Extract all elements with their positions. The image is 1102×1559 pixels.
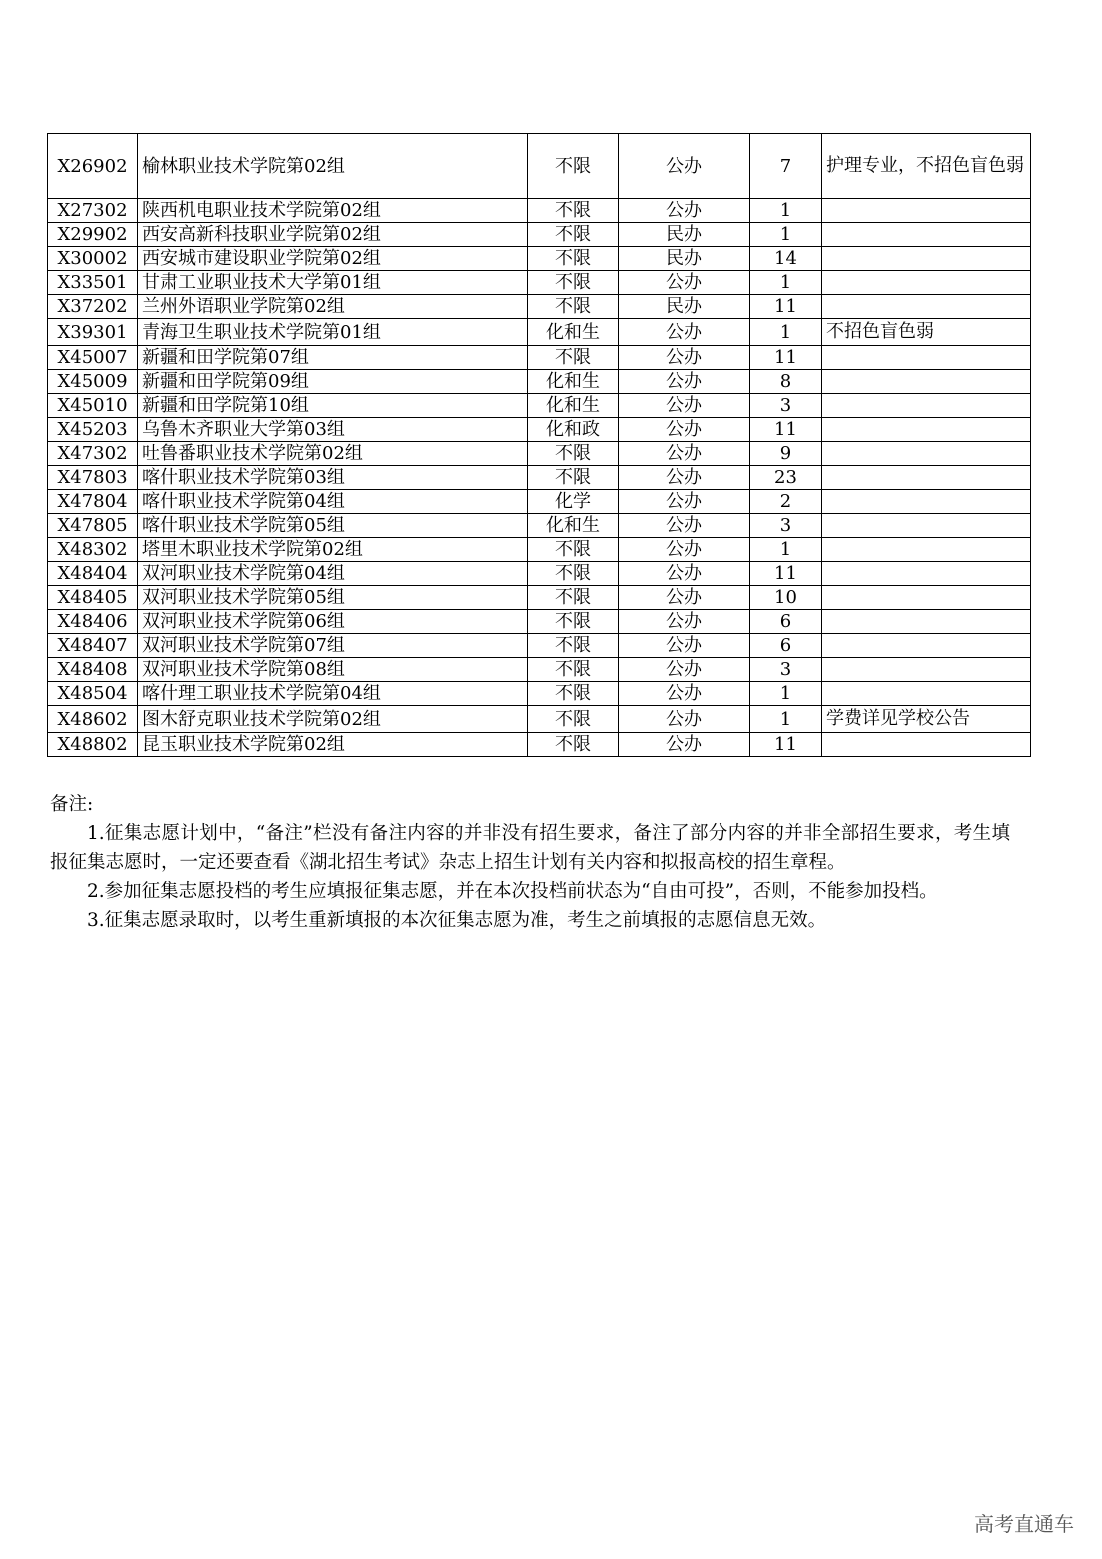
school-type-cell: 公办: [619, 610, 750, 634]
plan-count-cell: 6: [750, 634, 822, 658]
plan-count-cell: 1: [750, 682, 822, 706]
school-code-cell: X30002: [48, 247, 138, 271]
subject-requirement-cell: 不限: [528, 134, 619, 199]
plan-count-cell: 23: [750, 466, 822, 490]
school-code-cell: X47302: [48, 442, 138, 466]
remark-cell: [822, 370, 1031, 394]
school-name-cell: 图木舒克职业技术学院第02组: [138, 706, 528, 733]
school-name-cell: 昆玉职业技术学院第02组: [138, 733, 528, 757]
table-row: [48, 733, 1031, 757]
school-type-cell: 公办: [619, 346, 750, 370]
table-row: [48, 610, 1031, 634]
subject-requirement-cell: 不限: [528, 295, 619, 319]
subject-requirement-cell: 不限: [528, 223, 619, 247]
plan-count-cell: 9: [750, 442, 822, 466]
remark-cell: [822, 490, 1031, 514]
subject-requirement-cell: 不限: [528, 682, 619, 706]
table-row: [48, 538, 1031, 562]
table-row: [48, 223, 1031, 247]
school-name-cell: 青海卫生职业技术学院第01组: [138, 319, 528, 346]
table-row: [48, 346, 1031, 370]
remark-cell: 护理专业，不招色盲色弱: [822, 134, 1031, 199]
subject-requirement-cell: 不限: [528, 586, 619, 610]
school-code-cell: X48404: [48, 562, 138, 586]
remark-cell: [822, 562, 1031, 586]
school-type-cell: 公办: [619, 514, 750, 538]
school-name-cell: 西安高新科技职业学院第02组: [138, 223, 528, 247]
school-name-cell: 新疆和田学院第09组: [138, 370, 528, 394]
subject-requirement-cell: 不限: [528, 271, 619, 295]
school-code-cell: X48602: [48, 706, 138, 733]
school-name-cell: 西安城市建设职业学院第02组: [138, 247, 528, 271]
school-type-cell: 民办: [619, 295, 750, 319]
plan-count-cell: 3: [750, 394, 822, 418]
school-type-cell: 公办: [619, 134, 750, 199]
school-code-cell: X37202: [48, 295, 138, 319]
subject-requirement-cell: 不限: [528, 466, 619, 490]
school-code-cell: X29902: [48, 223, 138, 247]
school-code-cell: X45203: [48, 418, 138, 442]
school-type-cell: 公办: [619, 562, 750, 586]
remark-cell: [822, 466, 1031, 490]
plan-count-cell: 1: [750, 706, 822, 733]
school-type-cell: 公办: [619, 394, 750, 418]
subject-requirement-cell: 不限: [528, 538, 619, 562]
school-name-cell: 新疆和田学院第07组: [138, 346, 528, 370]
remark-cell: [822, 658, 1031, 682]
school-name-cell: 陕西机电职业技术学院第02组: [138, 199, 528, 223]
school-code-cell: X47805: [48, 514, 138, 538]
subject-requirement-cell: 化和生: [528, 514, 619, 538]
subject-requirement-cell: 不限: [528, 247, 619, 271]
remark-cell: [822, 682, 1031, 706]
subject-requirement-cell: 不限: [528, 610, 619, 634]
school-name-cell: 双河职业技术学院第04组: [138, 562, 528, 586]
table-row: [48, 562, 1031, 586]
plan-count-cell: 3: [750, 658, 822, 682]
school-type-cell: 公办: [619, 370, 750, 394]
school-name-cell: 双河职业技术学院第07组: [138, 634, 528, 658]
subject-requirement-cell: 不限: [528, 199, 619, 223]
plan-count-cell: 1: [750, 223, 822, 247]
school-type-cell: 公办: [619, 658, 750, 682]
remark-cell: 学费详见学校公告: [822, 706, 1031, 733]
subject-requirement-cell: 不限: [528, 562, 619, 586]
subject-requirement-cell: 化和生: [528, 319, 619, 346]
school-name-cell: 新疆和田学院第10组: [138, 394, 528, 418]
school-type-cell: 公办: [619, 319, 750, 346]
school-name-cell: 兰州外语职业学院第02组: [138, 295, 528, 319]
remark-cell: [822, 247, 1031, 271]
table-row: [48, 490, 1031, 514]
plan-count-cell: 6: [750, 610, 822, 634]
remark-cell: [822, 418, 1031, 442]
table-row: [48, 247, 1031, 271]
school-type-cell: 公办: [619, 418, 750, 442]
table-row: [48, 394, 1031, 418]
plan-count-cell: 3: [750, 514, 822, 538]
school-type-cell: 公办: [619, 442, 750, 466]
table-row: [48, 418, 1031, 442]
school-code-cell: X47803: [48, 466, 138, 490]
school-type-cell: 公办: [619, 271, 750, 295]
school-type-cell: 公办: [619, 706, 750, 733]
table-row: [48, 319, 1031, 346]
remark-cell: [822, 733, 1031, 757]
subject-requirement-cell: 不限: [528, 733, 619, 757]
remark-cell: [822, 295, 1031, 319]
school-code-cell: X48504: [48, 682, 138, 706]
remark-cell: [822, 223, 1031, 247]
school-type-cell: 民办: [619, 223, 750, 247]
table-row: [48, 586, 1031, 610]
subject-requirement-cell: 不限: [528, 658, 619, 682]
remark-cell: [822, 514, 1031, 538]
table-body: [48, 134, 1031, 757]
school-code-cell: X27302: [48, 199, 138, 223]
plan-count-cell: 7: [750, 134, 822, 199]
remark-cell: [822, 346, 1031, 370]
school-type-cell: 公办: [619, 682, 750, 706]
school-name-cell: 榆林职业技术学院第02组: [138, 134, 528, 199]
subject-requirement-cell: 化和政: [528, 418, 619, 442]
remark-cell: [822, 442, 1031, 466]
school-name-cell: 甘肃工业职业技术大学第01组: [138, 271, 528, 295]
subject-requirement-cell: 化学: [528, 490, 619, 514]
remark-cell: [822, 271, 1031, 295]
plan-count-cell: 11: [750, 562, 822, 586]
school-code-cell: X48405: [48, 586, 138, 610]
table-row: [48, 370, 1031, 394]
school-code-cell: X48408: [48, 658, 138, 682]
school-code-cell: X33501: [48, 271, 138, 295]
notes-heading: 备注:: [50, 794, 94, 815]
school-type-cell: 公办: [619, 199, 750, 223]
plan-count-cell: 2: [750, 490, 822, 514]
table-row: [48, 634, 1031, 658]
subject-requirement-cell: 化和生: [528, 394, 619, 418]
subject-requirement-cell: 不限: [528, 706, 619, 733]
remark-cell: [822, 610, 1031, 634]
table-row: [48, 271, 1031, 295]
school-name-cell: 喀什职业技术学院第03组: [138, 466, 528, 490]
notes-section: [50, 790, 1010, 935]
plan-count-cell: 11: [750, 295, 822, 319]
plan-count-cell: 14: [750, 247, 822, 271]
school-type-cell: 公办: [619, 538, 750, 562]
plan-count-cell: 1: [750, 319, 822, 346]
school-code-cell: X48302: [48, 538, 138, 562]
plan-count-cell: 1: [750, 538, 822, 562]
table-row: [48, 682, 1031, 706]
admission-plan-table: [47, 133, 1031, 757]
plan-count-cell: 11: [750, 418, 822, 442]
note-item-1: 1.征集志愿计划中，“备注”栏没有备注内容的并非没有招生要求，备注了部分内容的并非全部招生要求，考生填报征集志愿时，一定还要查看《湖北招生考试》杂志上招生计划有关内容和拟报高校的招生章程。: [50, 823, 1010, 873]
plan-count-cell: 11: [750, 733, 822, 757]
plan-count-cell: 11: [750, 346, 822, 370]
note-item-3: 3.征集志愿录取时，以考生重新填报的本次征集志愿为准，考生之前填报的志愿信息无效。: [87, 910, 827, 931]
school-name-cell: 乌鲁木齐职业大学第03组: [138, 418, 528, 442]
subject-requirement-cell: 不限: [528, 346, 619, 370]
table-row: [48, 295, 1031, 319]
school-code-cell: X48406: [48, 610, 138, 634]
school-type-cell: 公办: [619, 733, 750, 757]
school-name-cell: 塔里木职业技术学院第02组: [138, 538, 528, 562]
remark-cell: [822, 199, 1031, 223]
table-row: [48, 514, 1031, 538]
note-item-2: 2.参加征集志愿投档的考生应填报征集志愿，并在本次投档前状态为“自由可投”，否则，不能参加投档。: [87, 881, 938, 902]
table-row: [48, 658, 1031, 682]
table-row: [48, 706, 1031, 733]
subject-requirement-cell: 不限: [528, 442, 619, 466]
school-type-cell: 公办: [619, 586, 750, 610]
remark-cell: [822, 538, 1031, 562]
school-code-cell: X45010: [48, 394, 138, 418]
remark-cell: [822, 586, 1031, 610]
school-name-cell: 吐鲁番职业技术学院第02组: [138, 442, 528, 466]
school-type-cell: 公办: [619, 490, 750, 514]
school-type-cell: 公办: [619, 466, 750, 490]
remark-cell: 不招色盲色弱: [822, 319, 1031, 346]
school-name-cell: 喀什理工职业技术学院第04组: [138, 682, 528, 706]
subject-requirement-cell: 化和生: [528, 370, 619, 394]
table-row: [48, 466, 1031, 490]
school-code-cell: X48407: [48, 634, 138, 658]
plan-count-cell: 8: [750, 370, 822, 394]
school-name-cell: 喀什职业技术学院第04组: [138, 490, 528, 514]
school-name-cell: 双河职业技术学院第06组: [138, 610, 528, 634]
school-type-cell: 民办: [619, 247, 750, 271]
subject-requirement-cell: 不限: [528, 634, 619, 658]
school-name-cell: 双河职业技术学院第05组: [138, 586, 528, 610]
table-row: [48, 442, 1031, 466]
school-code-cell: X39301: [48, 319, 138, 346]
table-row: [48, 199, 1031, 223]
remark-cell: [822, 634, 1031, 658]
school-name-cell: 喀什职业技术学院第05组: [138, 514, 528, 538]
plan-count-cell: 1: [750, 271, 822, 295]
watermark: 高考直通车: [974, 1512, 1074, 1536]
plan-count-cell: 1: [750, 199, 822, 223]
school-name-cell: 双河职业技术学院第08组: [138, 658, 528, 682]
remark-cell: [822, 394, 1031, 418]
school-type-cell: 公办: [619, 634, 750, 658]
school-code-cell: X47804: [48, 490, 138, 514]
school-code-cell: X48802: [48, 733, 138, 757]
school-code-cell: X45009: [48, 370, 138, 394]
school-code-cell: X26902: [48, 134, 138, 199]
school-code-cell: X45007: [48, 346, 138, 370]
table-row: [48, 134, 1031, 199]
plan-count-cell: 10: [750, 586, 822, 610]
